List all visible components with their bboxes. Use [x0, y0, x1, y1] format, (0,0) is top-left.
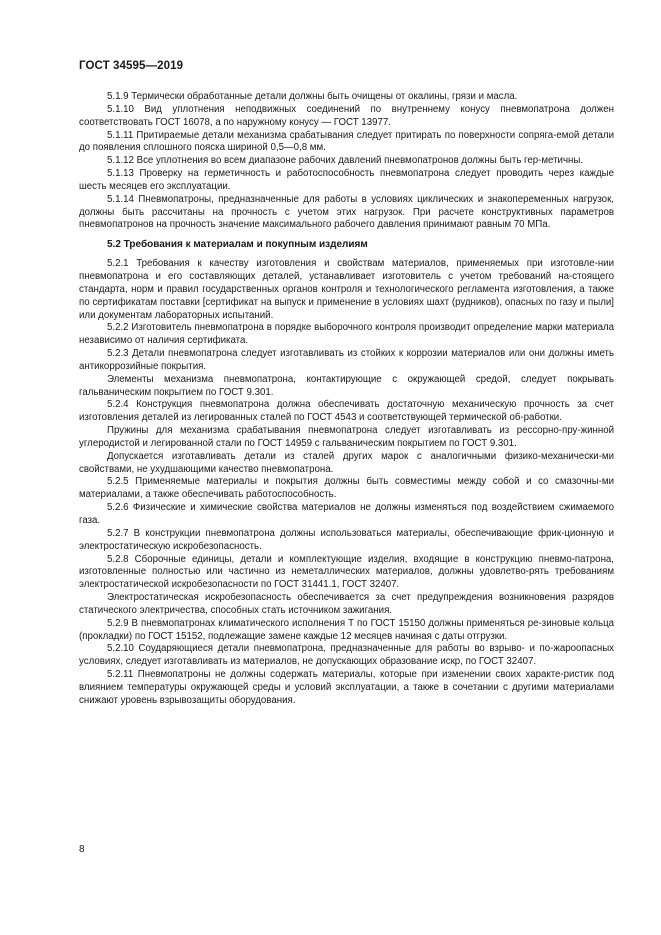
- section-heading: 5.2 Требования к материалам и покупным изделиям: [107, 239, 368, 251]
- paragraph: 5.2.3 Детали пневмопатрона следует изготавливать из стойких к коррозии материалов или они должны иметь антикоррозийные покрытия.: [79, 348, 614, 372]
- paragraph: 5.1.12 Все уплотнения во всем диапазоне рабочих давлений пневмопатронов должны быть гер-метичны.: [107, 155, 584, 167]
- paragraph: 5.1.9 Термически обработанные детали должны быть очищены от окалины, грязи и масла.: [107, 91, 518, 102]
- document-header: ГОСТ 34595—2019: [79, 60, 184, 72]
- paragraph: 5.1.11 Притираемые детали механизма срабатывания следует притирать по поверхности сопряга-емой детали до появления сплошного пояска шириной 0,5—0,8 мм.: [79, 129, 614, 154]
- paragraph: 5.2.5 Применяемые материалы и покрытия должны быть совместимы между собой и со смазочны-ми материалами, а также обеспечивать работоспособность.: [79, 476, 614, 501]
- paragraph: 5.2.1 Требования к качеству изготовления и свойствам материалов, применяемых при изготовле-нии пневмопатрона и его составляющих деталей, устанавливает изготовитель с учетом требований на-стоящего стандарта, норм и правил государственных органов контроля и технологического регламента изготовления, а также по сертификатам поставки [сертификат на выпуск и применение в условиях шахт (рудников), опасных по газу и пыли] или документам лабораторных испытаний.: [79, 258, 614, 321]
- document-body: [79, 91, 614, 708]
- paragraph: 5.2.8 Сборочные единицы, детали и комплектующие изделия, входящие в конструкцию пневмо-патрона, изготовленные полностью или частично из неметаллических материалов, должны удовлетво-рять требованиям электростатической искробезопасности по ГОСТ 31441.1, ГОСТ 32407.: [79, 553, 614, 591]
- paragraph: 5.1.14 Пневмопатроны, предназначенные для работы в условиях циклических и знакопеременных нагрузок, должны быть рассчитаны на прочность с учетом этих нагрузок. При расчете конструктивных параметров пневмопатронов на прочность значение максимального рабочего давления принимают равным 70 МПа.: [79, 193, 614, 231]
- paragraph: Электростатическая искробезопасность обеспечивается за счет предупреждения возникновения разрядов статического электричества, способных стать источником зажигания.: [79, 592, 614, 616]
- page-number: 8: [79, 844, 85, 855]
- paragraph: Допускается изготавливать детали из сталей других марок с аналогичными физико-механически-ми свойствами, не ухудшающими качество пневмопатрона.: [79, 450, 614, 475]
- paragraph: 5.2.4 Конструкция пневмопатрона должна обеспечивать достаточную механическую прочность за счет изготовления деталей из легированных сталей по ГОСТ 4543 и соответствующей термической об-работки.: [79, 399, 614, 424]
- paragraph: 5.2.2 Изготовитель пневмопатрона в порядке выборочного контроля производит определение марки материала независимо от наличия сертификата.: [79, 322, 614, 347]
- paragraph: 5.2.9 В пневмопатронах климатического исполнения Т по ГОСТ 15150 должны применяться ре-зиновые кольца (прокладки) по ГОСТ 15152, подлежащие замене каждые 12 месяцев начиная с даты отгрузки.: [79, 617, 614, 642]
- paragraph: 5.1.10 Вид уплотнения неподвижных соединений по внутреннему конусу пневмопатрона должен соответствовать ГОСТ 16078, а по наружному конусу — ГОСТ 13977.: [79, 103, 614, 128]
- paragraph: 5.2.7 В конструкции пневмопатрона должны использоваться материалы, обеспечивающие фрик-ционную и электростатическую искробезопасность.: [79, 527, 614, 552]
- paragraph: 5.1.13 Проверку на герметичность и работоспособность пневмопатрона следует проводить через каждые шесть месяцев его эксплуатации.: [79, 168, 614, 192]
- paragraph: 5.2.10 Соударяющиеся детали пневмопатрона, предназначенные для работы во взрыво- и по-жароопасных условиях, следует изготавливать из материалов, не допускающих образование искр, по ГОСТ 32407.: [79, 643, 614, 668]
- paragraph: Пружины для механизма срабатывания пневмопатрона следует изготавливать из рессорно-пру-жинной углеродистой и легированной стали по ГОСТ 14959 с гальваническим покрытием по ГОСТ 9.301.: [79, 425, 614, 449]
- paragraph: 5.2.6 Физические и химические свойства материалов не должны изменяться под воздействием сжимаемого газа.: [79, 502, 614, 526]
- paragraph: 5.2.11 Пневмопатроны не должны содержать материалы, которые при изменении своих характе-ристик под влиянием температуры окружающей среды и условий эксплуатации, а также в сочетании с другими материалами снижают уровень взрывозащиты оборудования.: [79, 669, 614, 706]
- paragraph: Элементы механизма пневмопатрона, контактирующие с окружающей средой, следует покрывать гальваническим покрытием по ГОСТ 9.301.: [79, 373, 614, 398]
